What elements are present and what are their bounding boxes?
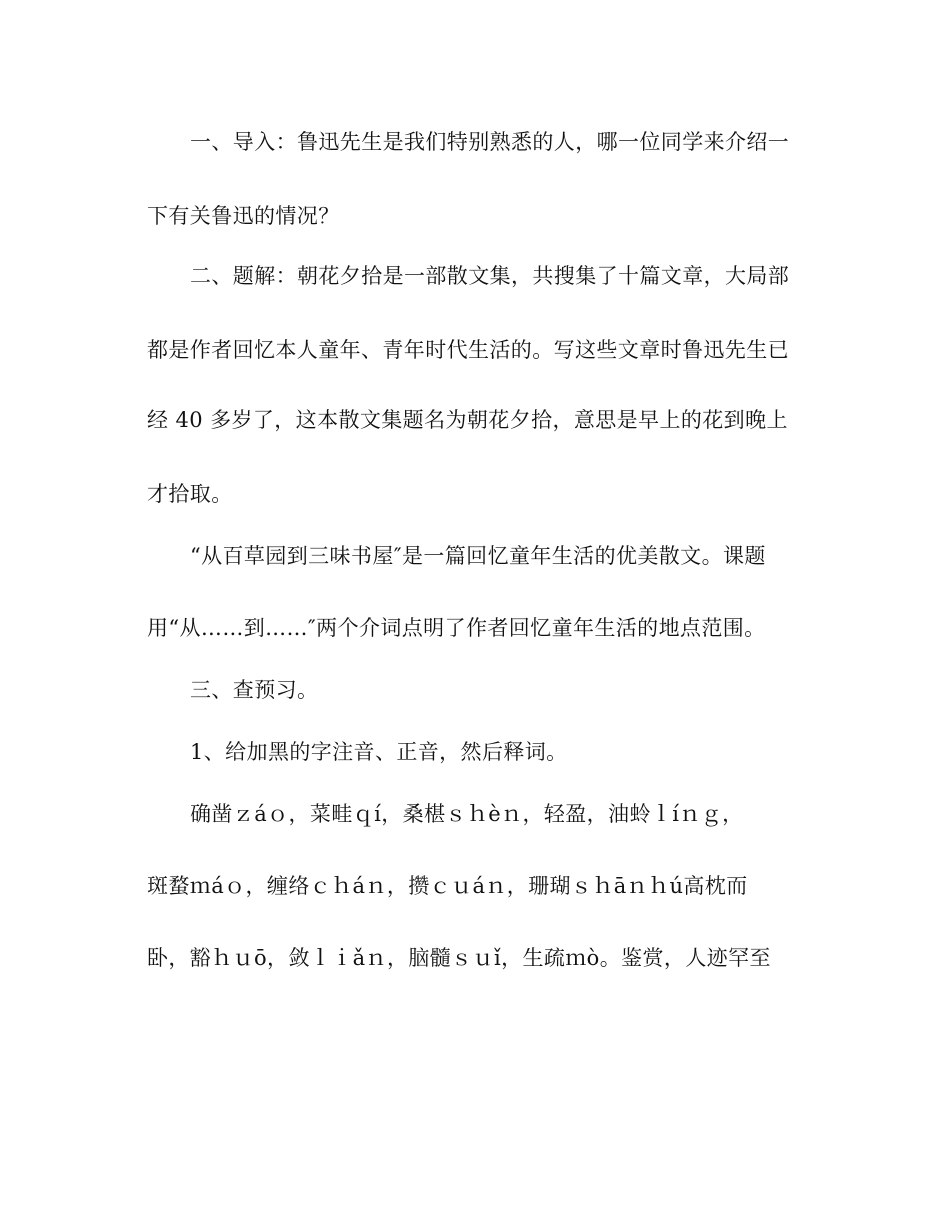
vocab-line-1: 确凿ｚáｏ，菜畦ｑí，桑椹ｓｈèｎ，轻盈，油蛉ｌíｎｇ， bbox=[190, 802, 744, 826]
vocab-line-3: 卧，豁ｈｕō，敛ｌｉǎｎ，脑髓ｓｕǐ，生疏ｍò。鉴赏，人迹罕至 bbox=[147, 946, 771, 970]
paragraph-intro-line-1: 一、导入：鲁迅先生是我们特别熟悉的人，哪一位同学来介绍一 bbox=[190, 130, 790, 154]
paragraph-title-explanation-line-2: 都是作者回忆本人童年、青年时代生活的。写这些文章时鲁迅先生已 bbox=[147, 338, 789, 362]
paragraph-intro-line-2: 下有关鲁迅的情况？ bbox=[147, 204, 340, 228]
paragraph-title-explanation-line-1: 二、题解：朝花夕拾是一部散文集，共搜集了十篇文章，大局部 bbox=[190, 264, 790, 288]
paragraph-article-line-1: “从百草园到三味书屋″是一篇回忆童年生活的优美散文。课题 bbox=[190, 544, 766, 568]
paragraph-article-line-2: 用“从……到……″两个介词点明了作者回忆童年生活的地点范围。 bbox=[147, 616, 766, 640]
paragraph-title-explanation-line-4: 才拾取。 bbox=[147, 482, 233, 506]
paragraph-title-explanation-line-3: 经 40 多岁了，这本散文集题名为朝花夕拾，意思是早上的花到晚上 bbox=[147, 408, 788, 432]
instruction-pinyin: 1、给加黑的字注音、正音，然后释词。 bbox=[190, 740, 568, 764]
heading-preview-check: 三、查预习。 bbox=[190, 678, 319, 702]
vocab-line-2: 斑蝥ｍáｏ，缠络ｃｈáｎ，攒ｃｕáｎ，珊瑚ｓｈāｎｈú高枕而 bbox=[147, 874, 748, 898]
